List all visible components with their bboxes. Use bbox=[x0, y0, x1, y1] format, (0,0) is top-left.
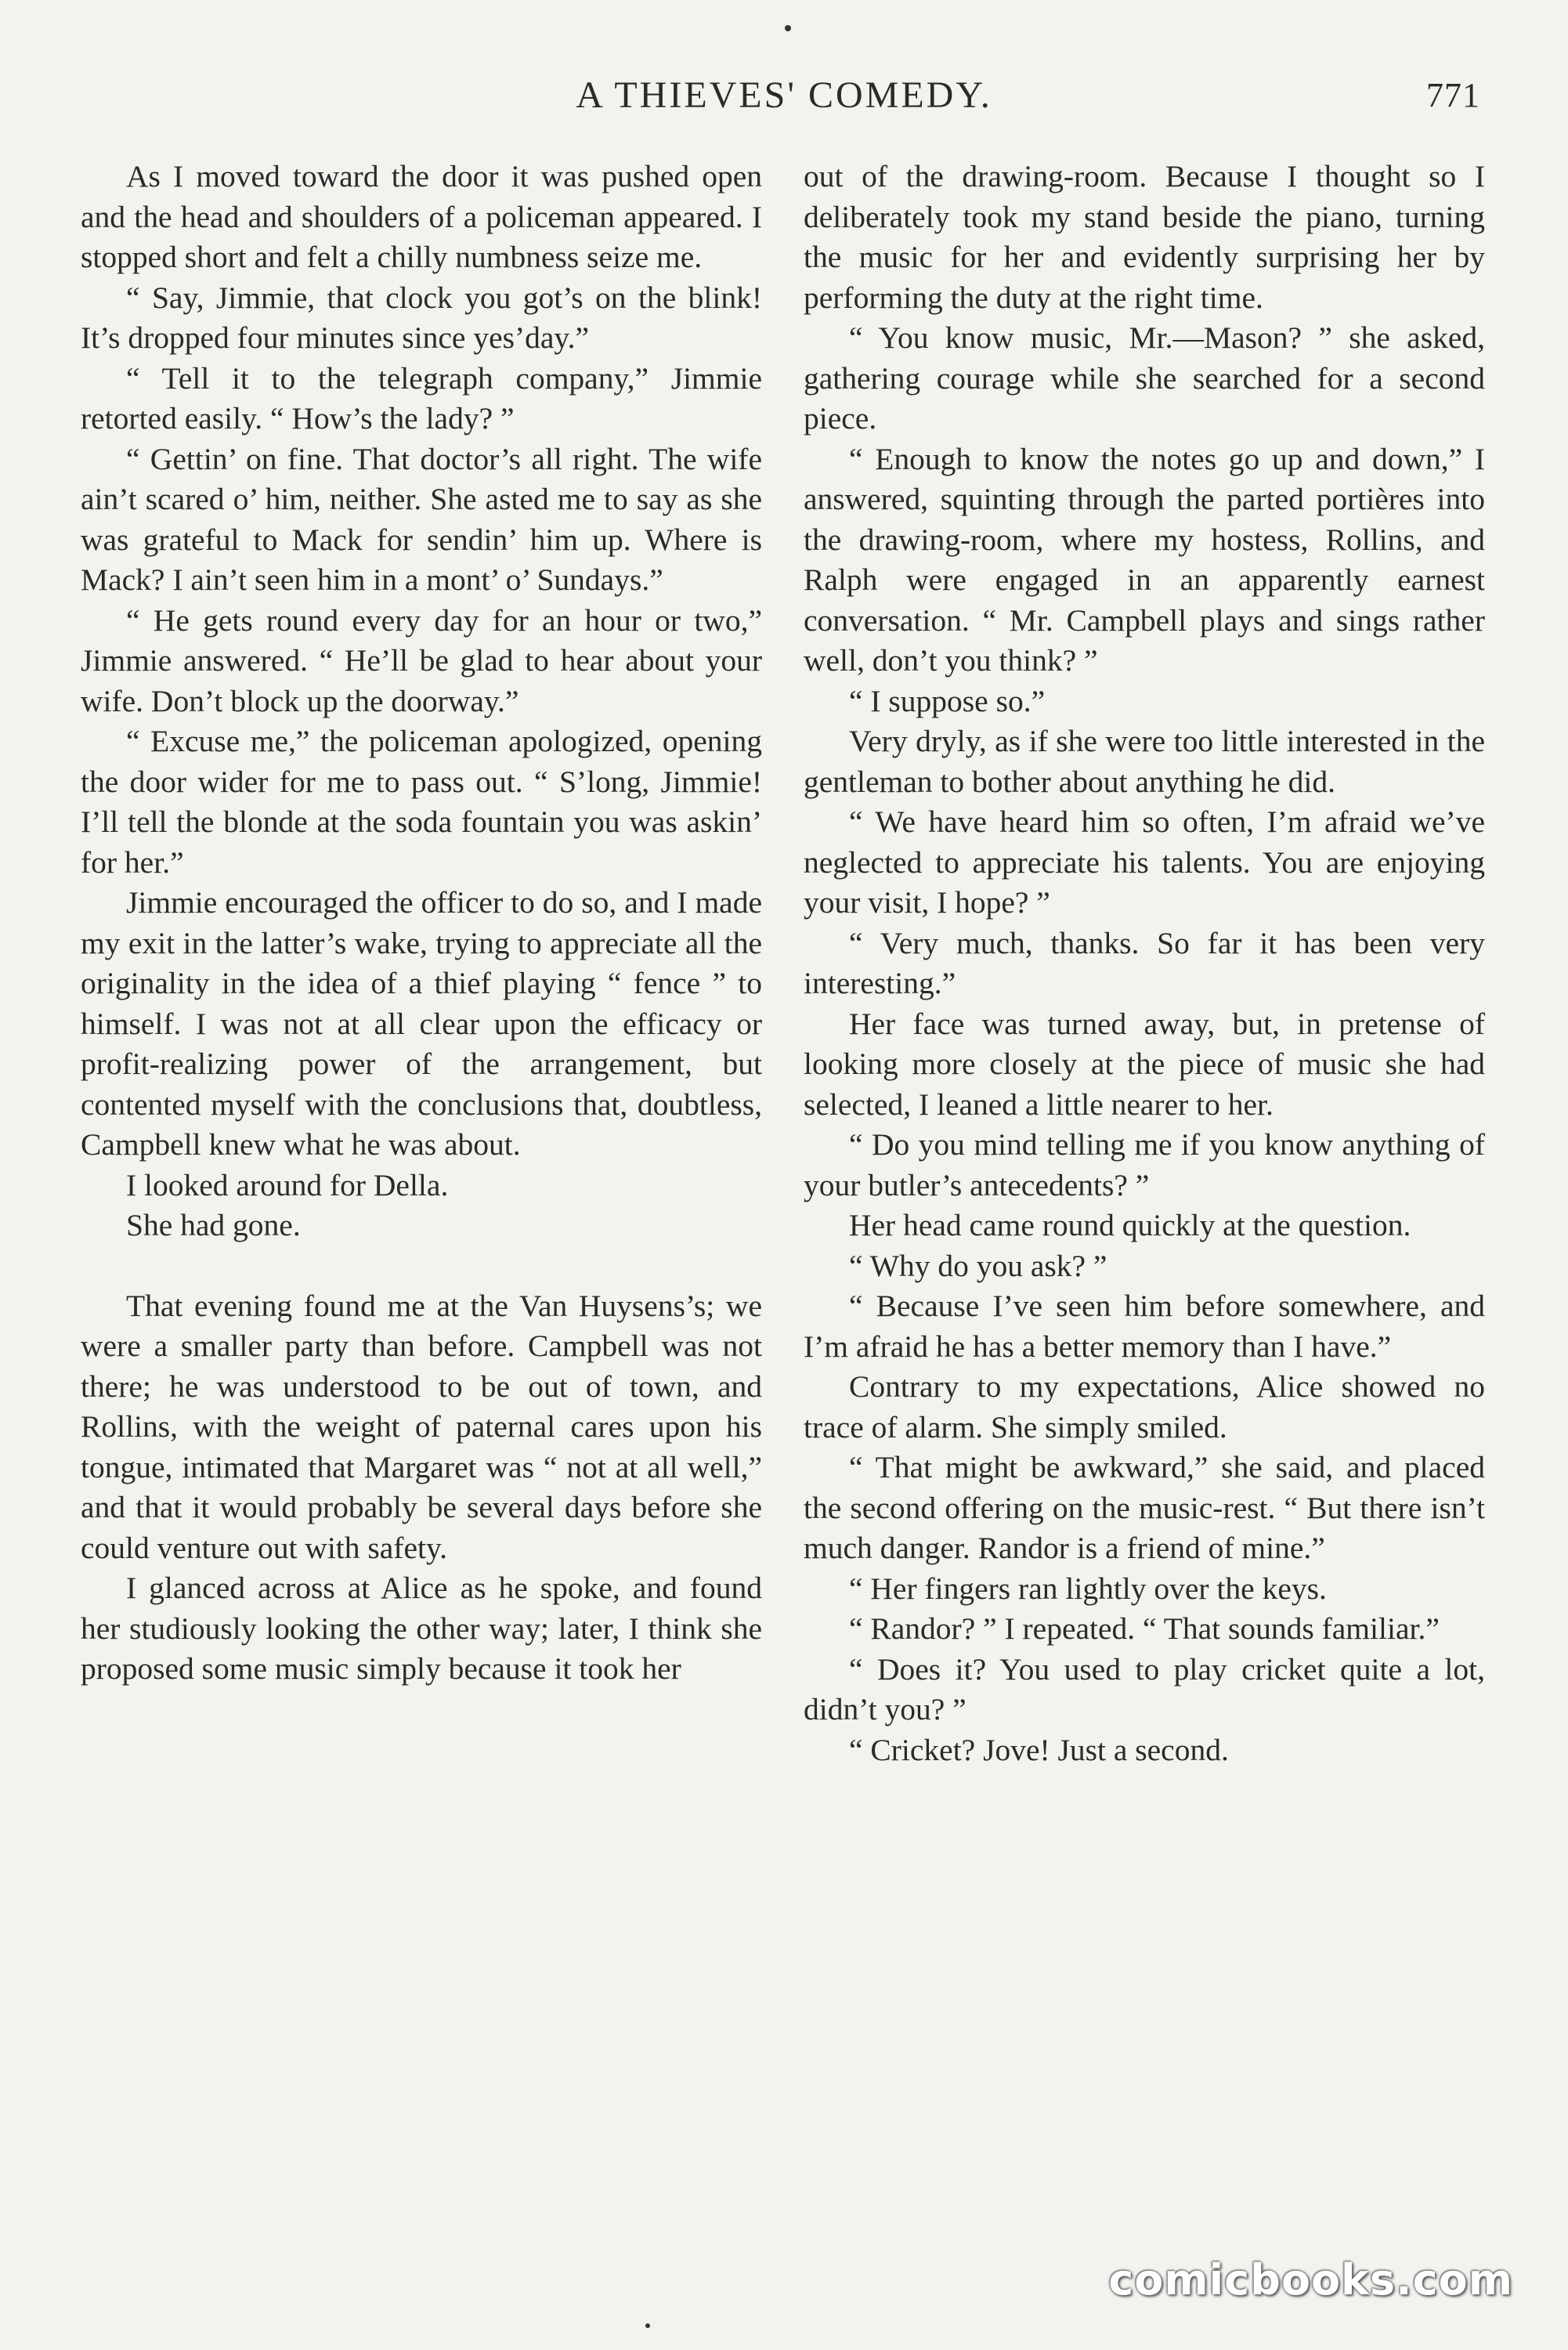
paragraph: “ Because I’ve seen him before somewhere, and I’m afraid he has a better memory than I have.” bbox=[804, 1289, 1485, 1364]
page-number: 771 bbox=[1426, 76, 1480, 114]
paragraph: “ You know music, Mr.—Mason? ” she asked, gathering courage while she searched for a second piece. bbox=[804, 320, 1485, 436]
section-start-paragraph: That evening found me at the Van Huysens’s; we were a smaller party than before. Campbell was not there; he was understood to be out of town, and Rollins, with the weight of paternal cares upon his tongue, intimated that Margaret was “ not at all well,” and that it would probably be several days before she could venture out with safety. bbox=[81, 1288, 762, 1565]
paragraph: I looked around for Della. bbox=[126, 1167, 449, 1202]
paragraph: “ Cricket? Jove! Just a second. bbox=[849, 1732, 1229, 1767]
paragraph: “ Her fingers ran lightly over the keys. bbox=[849, 1571, 1327, 1606]
paragraph: She had gone. bbox=[126, 1208, 301, 1242]
paragraph: Her head came round quickly at the question. bbox=[849, 1208, 1411, 1242]
paragraph: “ Does it? You used to play cricket quite a lot, didn’t you? ” bbox=[804, 1651, 1485, 1726]
ink-speck bbox=[645, 2323, 650, 2328]
paragraph: “ Tell it to the telegraph company,” Jimmie retorted easily. “ How’s the lady? ” bbox=[81, 360, 762, 436]
paragraph: Very dryly, as if she were too little interested in the gentleman to bother about anything he did. bbox=[804, 724, 1485, 799]
paragraph: Her face was turned away, but, in pretense of looking more closely at the piece of music she had selected, I leaned a little nearer to her. bbox=[804, 1006, 1485, 1122]
paragraph: Jimmie encouraged the officer to do so, and I made my exit in the latter’s wake, trying to appreciate all the originality in the idea of a thief playing “ fence ” to himself. I was not at all clear upon the efficacy or profit-realizing power of the arrangement, but contented myself with the conclusions that, doubtless, Campbell knew what he was about. bbox=[81, 885, 762, 1162]
left-column bbox=[81, 157, 762, 1690]
running-title: A THIEVES' COMEDY. bbox=[576, 74, 992, 116]
paragraph: “ Excuse me,” the policeman apologized, opening the door wider for me to pass out. “ S’long, Jimmie! I’ll tell the blonde at the soda fountain you was askin’ for her.” bbox=[81, 724, 762, 880]
page-header bbox=[0, 72, 1568, 127]
paragraph: “ That might be awkward,” she said, and placed the second offering on the music-rest. “ But there isn’t much danger. Randor is a friend of mine.” bbox=[804, 1450, 1485, 1565]
paragraph: “ Why do you ask? ” bbox=[849, 1248, 1107, 1283]
paragraph: “ Enough to know the notes go up and down,” I answered, squinting through the parted portières into the drawing-room, where my hostess, Rollins, and Ralph were engaged in an apparently earnest conversation. “ Mr. Campbell plays and sings rather well, don’t you think? ” bbox=[804, 441, 1485, 678]
ink-speck bbox=[785, 25, 791, 31]
paragraph: “ He gets round every day for an hour or two,” Jimmie answered. “ He’ll be glad to hear about your wife. Don’t block up the doorway.” bbox=[81, 602, 762, 718]
paragraph: “ We have heard him so often, I’m afraid we’ve neglected to appreciate his talents. You are enjoying your visit, I hope? ” bbox=[804, 804, 1485, 920]
paragraph: “ Very much, thanks. So far it has been very interesting.” bbox=[804, 925, 1485, 1000]
paragraph: “ Randor? ” I repeated. “ That sounds familiar.” bbox=[849, 1611, 1440, 1646]
paragraph: “ Gettin’ on fine. That doctor’s all right. The wife ain’t scared o’ him, neither. She asted me to say as she was grateful to Mack for sendin’ him up. Where is Mack? I ain’t seen him in a mont’ o’ Sundays.” bbox=[81, 441, 762, 597]
right-column bbox=[804, 157, 1485, 1770]
paragraph: As I moved toward the door it was pushed open and the head and shoulders of a policeman appeared. I stopped short and felt a chilly numbness seize me. bbox=[81, 159, 762, 274]
paragraph: “ Say, Jimmie, that clock you got’s on the blink! It’s dropped four minutes since yes’day.” bbox=[81, 280, 762, 355]
paragraph: “ Do you mind telling me if you know anything of your butler’s antecedents? ” bbox=[804, 1127, 1485, 1202]
watermark-text: comicbooks.com bbox=[1108, 2255, 1513, 2305]
paragraph: I glanced across at Alice as he spoke, and found her studiously looking the other way; later, I think she proposed some music simply because it took her bbox=[81, 1571, 762, 1686]
paragraph: “ I suppose so.” bbox=[849, 683, 1046, 718]
paragraph: Contrary to my expectations, Alice showed no trace of alarm. She simply smiled. bbox=[804, 1369, 1485, 1444]
continued-paragraph: out of the drawing-room. Because I thought so I deliberately took my stand beside the piano, turning the music for her and evidently surprising her by performing the duty at the right time. bbox=[804, 159, 1485, 315]
